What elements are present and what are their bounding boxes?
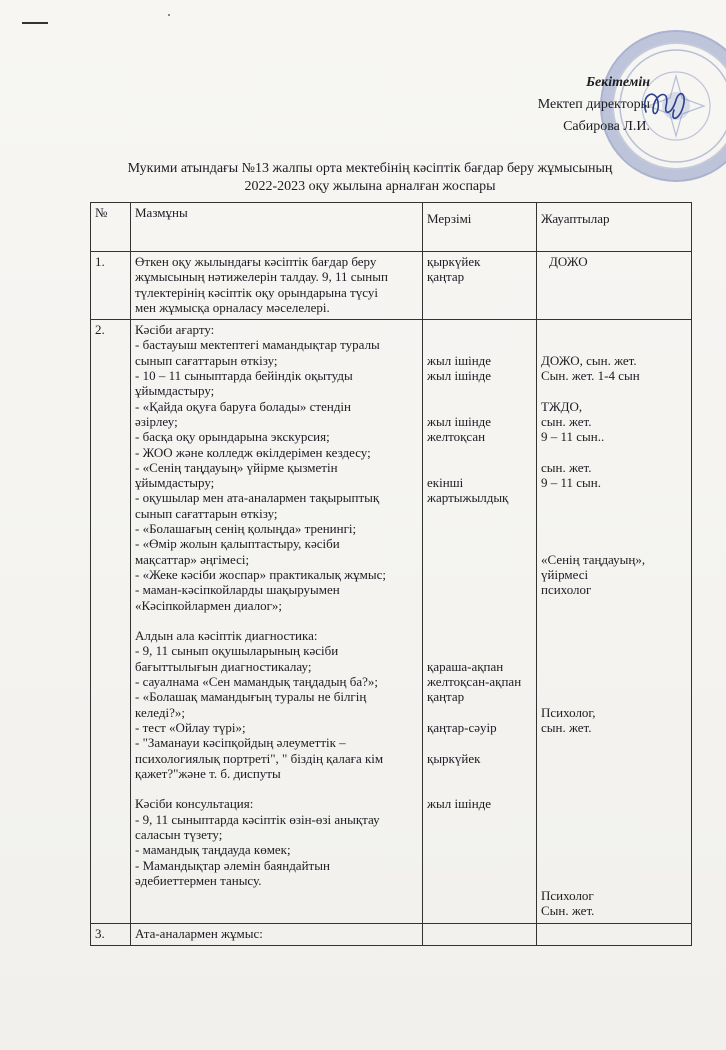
blank-line: [541, 598, 687, 613]
cell-line: - ЖОО және колледж өкілдерімен кездесу;: [135, 444, 371, 460]
blank-line: [427, 705, 532, 720]
cell-line: - мамандық таңдауда көмек;: [135, 842, 291, 858]
cell-line: Кәсіби консультация:: [135, 796, 254, 812]
cell-line: қыркүйек: [427, 750, 481, 766]
cell-line: сынып сағаттарын өткізу;: [135, 505, 278, 521]
cell-line: - «Жеке кәсіби жоспар» практикалық жұмыс;: [135, 566, 386, 582]
document-title: [60, 160, 680, 196]
blank-line: [541, 628, 687, 643]
cell-line: - «Сенің таңдауың» үйірме қызметін: [135, 459, 338, 475]
blank-line: [541, 858, 687, 873]
table-row: [91, 252, 692, 320]
header-number: №: [91, 203, 131, 252]
blank-line: [541, 337, 687, 352]
cell-line: - Мамандықтар әлемін баяндайтын: [135, 857, 330, 873]
cell-line: түлектерінің кәсіптік оқу орындарына түсуі: [135, 284, 378, 300]
blank-line: [541, 506, 687, 521]
blank-line: [427, 399, 532, 414]
blank-line: [541, 643, 687, 658]
cell-line: мақсаттар» әңгімесі;: [135, 551, 250, 567]
approval-title: Бекітемін: [586, 75, 650, 90]
cell-line: қаңтар: [427, 269, 465, 285]
blank-line: [427, 552, 532, 567]
blank-line: [427, 628, 532, 643]
blank-line: [541, 659, 687, 674]
approval-position: Мектеп директоры: [537, 97, 650, 112]
approval-block: [538, 72, 650, 138]
blank-line: [541, 521, 687, 536]
row-content: [131, 320, 423, 924]
blank-line: [427, 337, 532, 352]
cell-line: Өткен оқу жылындағы кәсіптік бағдар беру: [135, 254, 377, 269]
cell-line: - 9, 11 сыныптарда кәсіптік өзін-өзі анықтау: [135, 811, 380, 827]
cell-line: әдебиеттермен танысу.: [135, 872, 262, 888]
cell-line: ұйымдастыру;: [135, 475, 215, 491]
cell-line: 9 – 11 сын.: [541, 475, 601, 491]
blank-line: [541, 842, 687, 857]
cell-line: сын. жет.: [541, 413, 592, 429]
cell-line: сын. жет.: [541, 719, 592, 735]
blank-line: [541, 735, 687, 750]
cell-line: - 9, 11 сынып оқушыларының кәсіби: [135, 643, 339, 659]
blank-line: [541, 674, 687, 689]
blank-line: [541, 536, 687, 551]
blank-line: [135, 781, 418, 796]
cell-line: - «Өмір жолын қалыптастыру, кәсіби: [135, 536, 340, 552]
blank-line: [427, 643, 532, 658]
cell-line: сынып сағаттарын өткізу;: [135, 352, 278, 368]
cell-line: - басқа оқу орындарына экскурсия;: [135, 429, 330, 445]
blank-line: [427, 781, 532, 796]
blank-line: [427, 766, 532, 781]
blank-line: [427, 598, 532, 613]
blank-line: [427, 322, 532, 337]
cell-line: - «Қайда оқуға баруға болады» стендін: [135, 398, 352, 414]
blank-line: [427, 567, 532, 582]
blank-line: [427, 536, 532, 551]
blank-line: [427, 735, 532, 750]
title-line-1: Мукими атындағы №13 жалпы орта мектебінің кәсіптік бағдар беру жұмысының: [127, 161, 613, 176]
cell-line: ДОЖО: [549, 254, 588, 269]
blank-line: [541, 873, 687, 888]
cell-line: ДОЖО, сын. жет.: [541, 352, 637, 368]
cell-line: жыл ішінде: [427, 413, 492, 429]
row-number: 3.: [91, 923, 131, 945]
blank-line: [427, 460, 532, 475]
cell-line: қаңтар-сәуір: [427, 719, 497, 735]
blank-line: [541, 490, 687, 505]
cell-line: сын. жет.: [541, 459, 592, 475]
cell-line: Психолог,: [541, 704, 596, 720]
plan-table: [90, 202, 692, 946]
cell-line: жыл ішінде: [427, 352, 492, 368]
header-term: Мерзімі: [423, 203, 537, 252]
blank-line: [541, 812, 687, 827]
cell-line: желтоқсан: [427, 429, 486, 445]
cell-line: - маман-кәсіпкойларды шақыруымен: [135, 582, 340, 598]
blank-line: [541, 751, 687, 766]
cell-line: қаңтар: [427, 689, 465, 705]
cell-line: - сауалнама «Сен мамандық таңдадың ба?»;: [135, 674, 378, 690]
row-responsible: [537, 252, 692, 320]
cell-line: қажет?"және т. б. диспуты: [135, 765, 281, 781]
cell-line: мен жұмысқа орналасу мәселелері.: [135, 299, 330, 315]
blank-line: [427, 582, 532, 597]
blank-line: [427, 926, 532, 941]
cell-line: «Сенің таңдауың»,: [541, 551, 646, 567]
table-row: [91, 320, 692, 924]
cell-line: - бастауыш мектептегі мамандықтар туралы: [135, 337, 380, 353]
blank-line: [427, 445, 532, 460]
blank-line: [541, 613, 687, 628]
cell-line: - оқушылар мен ата-аналармен тақырыптық: [135, 490, 380, 506]
row-number: 1.: [91, 252, 131, 320]
row-content: [131, 252, 423, 320]
cell-line: - «Болашақ мамандығың туралы не білгің: [135, 689, 367, 705]
blank-line: [541, 796, 687, 811]
row-term: [423, 252, 537, 320]
scan-speck: [168, 14, 170, 16]
table-header-row: [91, 203, 692, 252]
blank-line: [427, 506, 532, 521]
cell-line: Психолог: [541, 888, 594, 904]
cell-line: Алдын ала кәсіптік диагностика:: [135, 628, 318, 644]
director-signature: [636, 74, 696, 134]
cell-line: Сын. жет. 1-4 сын: [541, 368, 640, 384]
cell-line: - "Заманауи кәсіпқойдың әлеуметтік –: [135, 735, 346, 751]
blank-line: [427, 521, 532, 536]
cell-line: жыл ішінде: [427, 796, 492, 812]
cell-line: Кәсіби ағарту:: [135, 322, 215, 338]
blank-line: [427, 383, 532, 398]
cell-line: психолог: [541, 582, 592, 598]
row-number: 2.: [91, 320, 131, 924]
approval-name: Сабирова Л.И.: [563, 119, 650, 134]
cell-line: - «Болашағың сенің қолыңда» тренингі;: [135, 521, 357, 537]
cell-line: жұмысының нәтижелерін талдау. 9, 11 сынып: [135, 269, 388, 285]
cell-line: қыркүйек: [427, 254, 481, 269]
header-responsible: Жауаптылар: [537, 203, 692, 252]
cell-line: Сын. жет.: [541, 903, 595, 919]
table-row: [91, 923, 692, 945]
blank-line: [427, 613, 532, 628]
row-responsible: [537, 923, 692, 945]
blank-line: [541, 926, 687, 941]
cell-line: саласын түзету;: [135, 826, 223, 842]
blank-line: [541, 781, 687, 796]
row-term: [423, 923, 537, 945]
row-term: [423, 320, 537, 924]
cell-line: бағыттылығын диагностикалау;: [135, 658, 312, 674]
cell-line: - тест «Ойлау түрі»;: [135, 719, 246, 735]
cell-line: қараша-ақпан: [427, 658, 504, 674]
header-content: Мазмұны: [131, 203, 423, 252]
blank-line: [541, 827, 687, 842]
blank-line: [541, 383, 687, 398]
cell-line: 9 – 11 сын..: [541, 429, 605, 445]
blank-line: [541, 322, 687, 337]
cell-line: - 10 – 11 сыныптарда бейіндік оқытуды: [135, 368, 353, 384]
cell-line: жыл ішінде: [427, 368, 492, 384]
cell-line: жартыжылдық: [427, 490, 509, 506]
blank-line: [541, 445, 687, 460]
cell-line: келеді?»;: [135, 704, 185, 720]
cell-line: әзірлеу;: [135, 413, 178, 429]
cell-line: ұйымдастыру;: [135, 383, 215, 399]
title-line-2: 2022-2023 оқу жылына арналған жоспары: [244, 179, 496, 194]
blank-line: [541, 689, 687, 704]
cell-line: үйірмесі: [541, 566, 589, 582]
cell-line: ТЖДО,: [541, 398, 583, 414]
blank-line: [541, 766, 687, 781]
corner-mark: [22, 22, 48, 24]
cell-line: желтоқсан-ақпан: [427, 674, 522, 690]
row-content: [131, 923, 423, 945]
cell-line: Ата-аналармен жұмыс:: [135, 925, 263, 941]
cell-line: психологиялық портреті", " біздің қалаға кім: [135, 750, 384, 766]
row-responsible: [537, 320, 692, 924]
cell-line: «Кәсіпкойлармен диалог»;: [135, 597, 283, 613]
blank-line: [135, 613, 418, 628]
cell-line: екінші: [427, 475, 464, 491]
